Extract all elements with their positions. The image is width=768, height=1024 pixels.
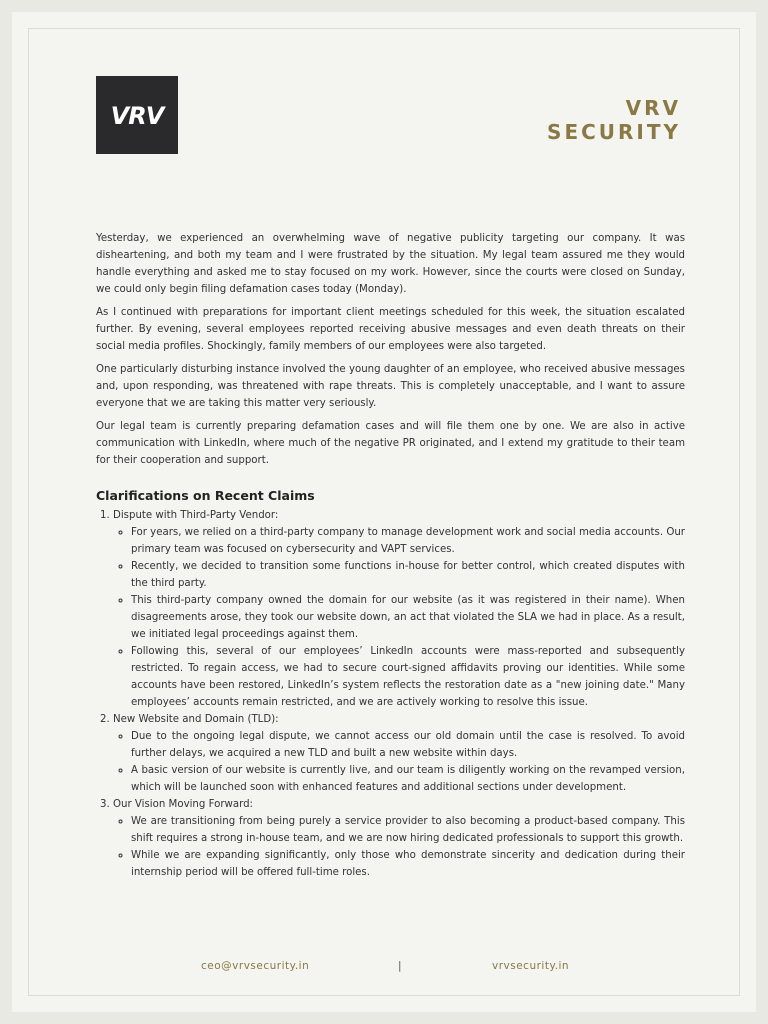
letter-body	[96, 230, 685, 881]
svg-text:VRV: VRV	[110, 102, 164, 130]
claim-point: ◦ We are transitioning from being purely a service provider to also becoming a product-based company. This shift requires a strong in-house team, and we are now hiring dedicated professionals to support this growth.	[131, 813, 685, 847]
claim-title: Our Vision Moving Forward:	[113, 799, 253, 810]
paragraph: As I continued with preparations for important client meetings scheduled for this week, the situation escalated further. By evening, several employees reported receiving abusive messages and even death threats on their social media profiles. Shockingly, family members of our employees were also targeted.	[96, 307, 685, 352]
claim-title: Dispute with Third-Party Vendor:	[113, 510, 279, 521]
claim-points	[113, 728, 685, 796]
letter-page	[12, 12, 756, 1012]
vrv-logo	[96, 76, 178, 154]
claim-point: ◦ Following this, several of our employees’ LinkedIn accounts were mass-reported and subsequently restricted. To regain access, we had to secure court-signed affidavits proving our identities. While some accounts have been restored, LinkedIn’s system reflects the restoration date as a "new joining date." Many employees’ accounts remain restricted, and we are actively working to resolve this issue.	[131, 643, 685, 711]
footer-email-link[interactable]: ceo@vrvsecurity.in	[201, 960, 310, 972]
claim-point: ◦ While we are expanding significantly, only those who demonstrate sincerity and dedication during their internship period will be offered full-time roles.	[131, 847, 685, 881]
claim-point: ◦ Due to the ongoing legal dispute, we cannot access our old domain until the case is resolved. To avoid further delays, we acquired a new TLD and built a new website within days.	[131, 728, 685, 762]
section-title: Clarifications on Recent Claims	[96, 488, 315, 503]
claim-point: ◦ Recently, we decided to transition some functions in-house for better control, which created disputes with the third party.	[131, 558, 685, 592]
brand-line-2: SECURITY	[547, 120, 681, 144]
claim-item	[113, 507, 685, 711]
claim-points	[113, 524, 685, 711]
paragraph: Yesterday, we experienced an overwhelming wave of negative publicity targeting our company. It was disheartening, and both my team and I were frustrated by the situation. My legal team assured me they would handle everything and asked me to stay focused on my work. However, since the courts were closed on Sunday, we could only begin filing defamation cases today (Monday).	[96, 233, 685, 295]
claim-point: ◦ A basic version of our website is currently live, and our team is diligently working on the revamped version, which will be launched soon with enhanced features and additional sections under development.	[131, 762, 685, 796]
footer-website-link[interactable]: vrvsecurity.in	[492, 960, 570, 972]
claim-points	[113, 813, 685, 881]
paragraph: One particularly disturbing instance involved the young daughter of an employee, who received abusive messages and, upon responding, was threatened with rape threats. This is completely unacceptable, and I want to assure everyone that we are taking this matter very seriously.	[96, 364, 685, 409]
paragraph: Our legal team is currently preparing defamation cases and will file them one by one. We are also in active communication with LinkedIn, where much of the negative PR originated, and I extend my gratitude to their team for their cooperation and support.	[96, 421, 685, 466]
vrv-logo-mark	[104, 100, 170, 130]
footer-separator: |	[398, 960, 403, 972]
claim-item	[113, 796, 685, 881]
brand-line-1: VRV	[625, 96, 681, 120]
claim-point: ◦ For years, we relied on a third-party company to manage development work and social media accounts. Our primary team was focused on cybersecurity and VAPT services.	[131, 524, 685, 558]
claims-list	[96, 507, 685, 881]
claim-title: New Website and Domain (TLD):	[113, 714, 279, 725]
brand-name	[547, 96, 681, 144]
claim-point: ◦ This third-party company owned the domain for our website (as it was registered in their name). When disagreements arose, they took our website down, an act that violated the SLA we had in place. As a result, we initiated legal proceedings against them.	[131, 592, 685, 643]
claim-item	[113, 711, 685, 796]
